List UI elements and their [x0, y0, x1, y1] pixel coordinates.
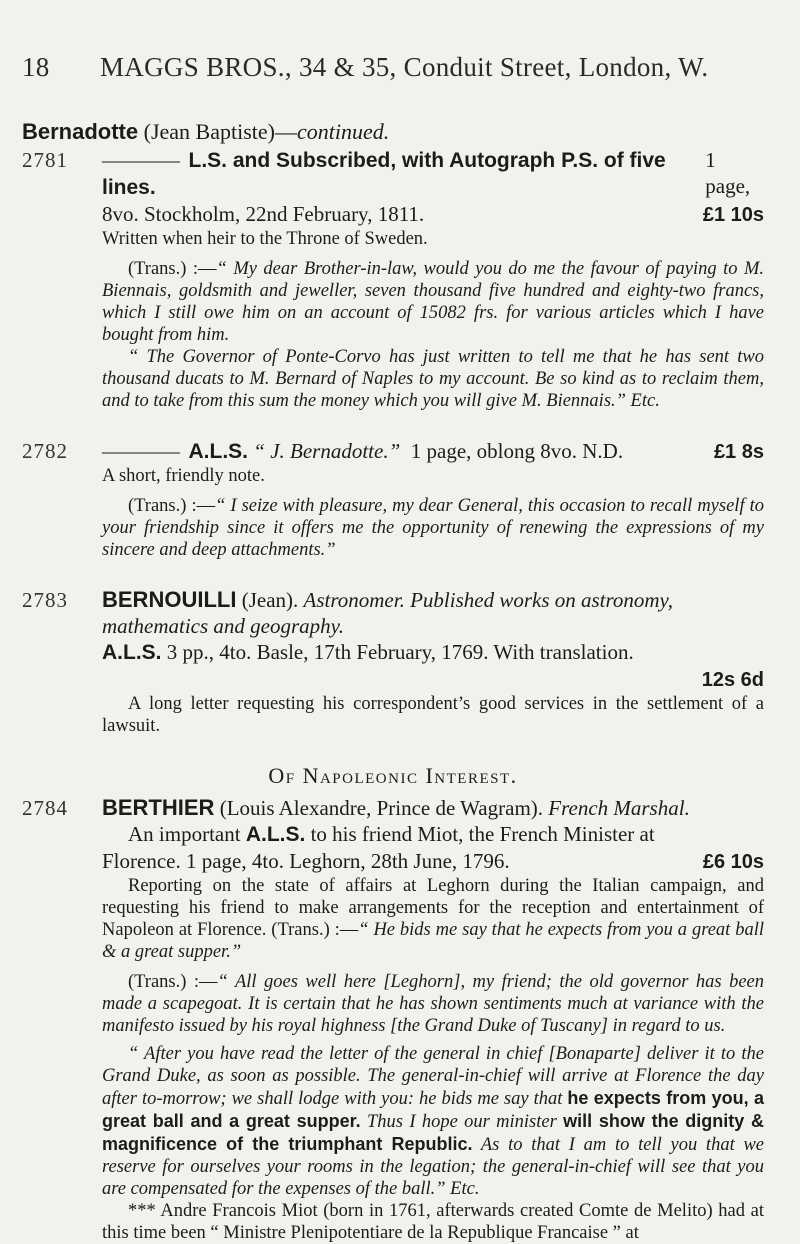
lot-extent: 3 pp., 4to. Basle, 17th February, 1769. With translation. [161, 640, 634, 664]
lot-number: 2781 [22, 148, 68, 172]
translation-text: “ I seize with pleasure, my dear General, this occasion to recall myself to your friendship since it offers me the opportunity of renewing the expressions of my sincere and deep attachments.” [102, 496, 764, 560]
translation-text: Thus I hope our minister [360, 1112, 564, 1132]
lot-heading: L.S. and Subscribed, with Autograph P.S. of five lines. [102, 149, 666, 199]
translation-text: “ After you have read the letter of the general in chief [Bonaparte] deliver it to the Grand Duke, as soon as possible. The general-in-chief will arrive at Florence the day after to-morrow; we shall lodge with you: he bids me say that [102, 1044, 764, 1109]
lot-notes [22, 693, 764, 737]
lot-description: 8vo. Stockholm, 22nd February, 1811. [102, 202, 425, 226]
continued-label: continued. [296, 119, 390, 144]
running-title: MAGGS BROS., 34 & 35, Conduit Street, London, W. [100, 52, 709, 82]
page-number: 18 [22, 52, 50, 82]
lot-2783 [22, 587, 764, 737]
lot-note-quote: “ He bids me say that he expects from you a great ball & a great supper.” [102, 920, 764, 962]
translation-label: (Trans.) :— [128, 259, 217, 279]
lot-number: 2784 [22, 796, 68, 820]
ditto-dash: ———— [102, 148, 178, 172]
author-detail: (Louis Alexandre, Prince de Wagram). [214, 796, 549, 820]
author-role: French Marshal. [548, 796, 690, 820]
translation-label: (Trans.) :— [128, 496, 216, 516]
author-name: BERTHIER [102, 795, 215, 820]
lot-2784 [22, 795, 764, 1244]
lot-price: £6 10s [702, 851, 764, 873]
page-header [22, 52, 764, 83]
lot-signature: “ J. Bernadotte.” [253, 439, 401, 463]
translation-emphasis: he expects from you, a great ball and a great supper. [102, 1088, 764, 1131]
lot-note: Written when heir to the Throne of Sweden. [102, 229, 428, 249]
lot-extent: 1 page, oblong 8vo. N.D. [410, 439, 624, 463]
author-name: Bernadotte [22, 119, 139, 144]
translation-text: As to that I am to tell you that we reserve for ourselves your rooms in the legation; the general-in-chief will see that you are compensated for the expenses of the ball.” Etc. [102, 1135, 764, 1199]
translation-text: “ The Governor of Ponte-Corvo has just written to tell me that he has sent two thousand ducats to M. Bernard of Naples to my account. Be so kind as to reclaim them, and to take from this sum the money which you will give M. Biennais.” Etc. [102, 347, 764, 411]
lot-notes [22, 465, 764, 561]
author-heading-bernadotte [22, 119, 764, 145]
lot-description: An important [128, 822, 246, 846]
translation-text: “ My dear Brother-in-law, would you do me the favour of paying to M. Biennais, goldsmith and jeweller, seven thousand five hundred and eighty-two francs, which I still owe him on an account of 15082 frs. for various articles which I have bought from him. [102, 259, 764, 345]
lot-heading: A.L.S. [102, 641, 162, 664]
author-detail: (Jean Baptiste)— [138, 119, 297, 144]
translation-emphasis: will show the dignity & magnificence of the triumphant Republic. [102, 1111, 764, 1154]
lot-2782 [22, 438, 764, 561]
lot-note: A long letter requesting his correspondent’s good services in the settlement of a lawsuit. [102, 694, 764, 736]
lot-price: 12s 6d [701, 669, 764, 691]
lot-2781 [22, 147, 764, 412]
lot-extent: Florence. 1 page, 4to. Leghorn, 28th June, 1796. [102, 849, 510, 873]
lot-heading: A.L.S. [245, 823, 306, 846]
author-detail: (Jean). [236, 588, 304, 612]
lot-extent: 1 page, [705, 148, 751, 198]
author-name: BERNOUILLI [102, 587, 237, 612]
translation-text: “ All goes well here [Leghorn], my friend; the old governor has been made a scapegoat. It is certain that he has shown sentiments much at variance with the manifesto issued by his royal highness [the Grand Duke of Tuscany] in regard to us. [102, 972, 764, 1036]
lot-note: A short, friendly note. [102, 466, 265, 486]
lot-notes [22, 228, 764, 412]
section-heading: Of Napoleonic Interest. [268, 763, 518, 788]
lot-notes [22, 875, 764, 1244]
ditto-dash: ———— [102, 439, 178, 463]
lot-number: 2782 [22, 439, 68, 463]
lot-note: Reporting on the state of affairs at Leghorn during the Italian campaign, and requesting his friend to make arrangements for the reception and entertainment of Napoleon at Florence. (Trans.) :— [102, 876, 764, 940]
lot-price: £1 8s [713, 441, 764, 463]
lot-price: £1 10s [702, 204, 764, 226]
lot-heading: A.L.S. [188, 440, 249, 463]
author-role: Astronomer. Published works on astronomy, mathematics and geography. [102, 588, 673, 638]
translation-label: (Trans.) :— [128, 972, 218, 992]
lot-number: 2783 [22, 588, 68, 612]
lot-footnote: *** Andre Francois Miot (born in 1761, afterwards created Comte de Melito) had at this time been “ Ministre Plenipotentiare de la Republique Francaise ” at [102, 1201, 764, 1243]
lot-description: to his friend Miot, the French Minister at [305, 822, 655, 846]
